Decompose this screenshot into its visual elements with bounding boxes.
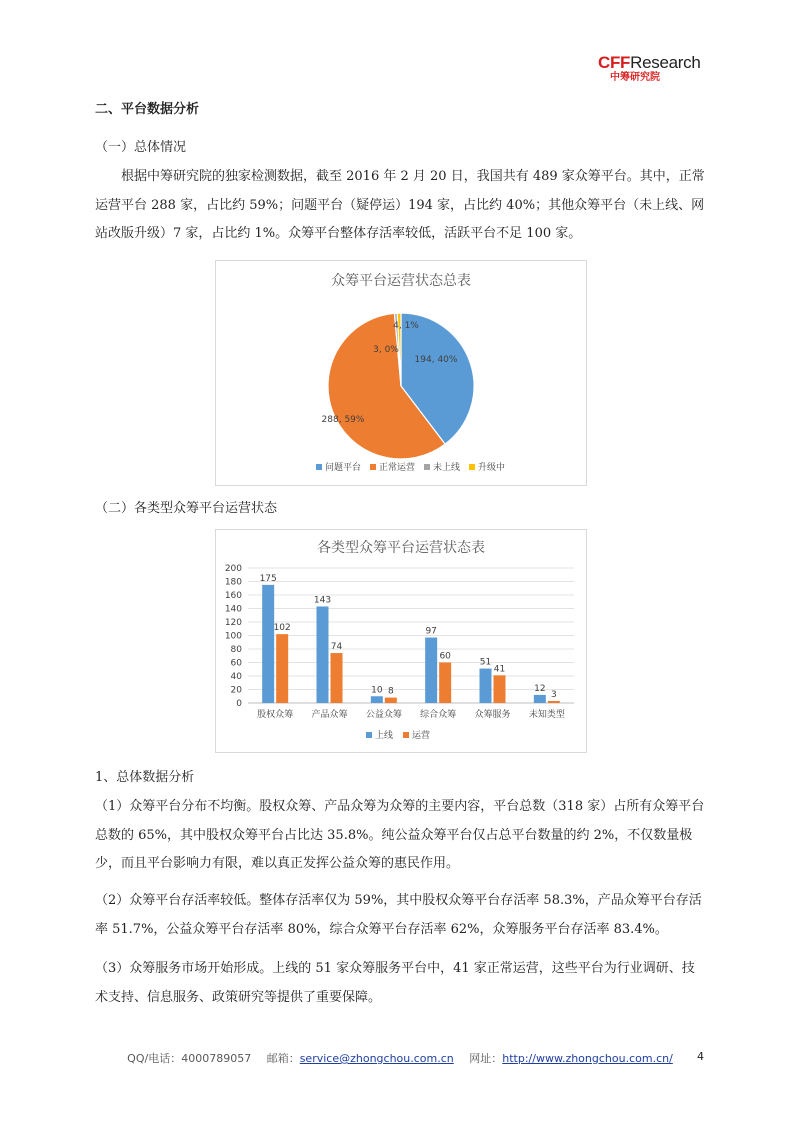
pie-legend-swatch-0: [316, 464, 322, 470]
overview-paragraph: 根据中筹研究院的独家检测数据，截至 2016 年 2 月 20 日，我国共有 489 家众筹平台。其中，正常运营平台 288 家，占比约 59%；问题平台（疑停运）194 家，占比约 40%；其他众筹平台（未上线、网站改版升级）7 家，占比约 1%。众筹平台整体存活率较低，活跃平台不足 100 家。: [95, 169, 705, 241]
bar-上线-综合众筹: [425, 638, 437, 703]
footer-contact-label: QQ/电话：: [127, 1052, 182, 1065]
bar-legend-label-0: 上线: [375, 731, 394, 741]
bar-value-label: 74: [330, 642, 343, 653]
bar-chart-box: [215, 529, 587, 753]
bar-value-label: 60: [439, 651, 451, 662]
bar-category-label: 众筹服务: [474, 710, 511, 720]
bar-运营-产品众筹: [331, 653, 343, 703]
pie-data-label-3: 4, 1%: [393, 321, 419, 331]
footer: [0, 1050, 800, 1066]
footer-contact-value: 4000789057: [181, 1052, 252, 1065]
bar-chart-title: 各类型众筹平台运营状态表: [317, 540, 485, 556]
bar-运营-综合众筹: [439, 663, 451, 704]
bar-legend-swatch-0: [366, 732, 372, 738]
footer-site-link[interactable]: http://www.zhongchou.com.cn/: [502, 1052, 673, 1065]
page-number: 4: [697, 1050, 704, 1063]
bar-legend-label-1: 运营: [412, 731, 431, 741]
pie-data-label-1: 288, 59%: [321, 415, 365, 425]
bar-y-tick-label: 140: [224, 604, 242, 615]
analysis-point-2: （2）众筹平台存活率较低。整体存活率仅为 59%，其中股权众筹平台存活率 58.3%，产品众筹平台存活率 51.7%，公益众筹平台存活率 80%，综合众筹平台存活率 62%，众筹服务平台存活率 83.4%。: [95, 893, 702, 937]
bar-value-label: 143: [313, 595, 332, 606]
bar-category-label: 公益众筹: [365, 710, 402, 720]
analysis-title: 1、总体数据分析: [95, 770, 195, 785]
pie-legend-swatch-3: [469, 464, 475, 470]
pie-legend-swatch-2: [424, 464, 430, 470]
logo-cff-text: CFF: [598, 53, 631, 72]
bar-上线-未知类型: [534, 695, 546, 703]
pie-legend-swatch-1: [370, 464, 376, 470]
bar-value-label: 10: [371, 685, 383, 696]
pie-legend-label-1: 正常运营: [379, 463, 416, 473]
logo-research-text: Research: [630, 53, 701, 72]
subsection-overview-title: （一）总体情况: [95, 140, 187, 155]
pie-chart-title: 众筹平台运营状态总表: [331, 273, 471, 289]
section-title: 二、平台数据分析: [95, 102, 200, 117]
bar-y-tick-label: 180: [224, 577, 242, 588]
analysis-point-3: （3）众筹服务市场开始形成。上线的 51 家众筹服务平台中，41 家正常运营，这些平台为行业调研、技术支持、信息服务、政策研究等提供了重要保障。: [95, 961, 695, 1005]
pie-legend-label-2: 未上线: [433, 463, 461, 473]
bar-value-label: 175: [259, 573, 277, 584]
footer-email-link[interactable]: service@zhongchou.com.cn: [299, 1052, 454, 1065]
pie-legend-label-3: 升级中: [478, 463, 506, 473]
bar-运营-股权众筹: [276, 634, 288, 703]
bar-value-label: 3: [550, 689, 557, 700]
bar-category-label: 股权众筹: [257, 710, 294, 720]
bar-category-label: 综合众筹: [420, 710, 457, 720]
bar-运营-众筹服务: [494, 675, 506, 703]
pie-chart-box: [215, 260, 587, 486]
subsection-types-title: （二）各类型众筹平台运营状态: [95, 501, 278, 516]
bar-value-label: 102: [273, 623, 291, 634]
bar-y-tick-label: 100: [224, 631, 242, 642]
bar-y-tick-label: 160: [224, 591, 242, 601]
bar-y-tick-label: 80: [230, 645, 242, 655]
pie-legend-label-0: 问题平台: [325, 463, 362, 473]
pie-chart: [216, 261, 586, 485]
bar-上线-公益众筹: [371, 696, 383, 703]
bar-value-label: 41: [493, 664, 506, 675]
footer-site-label: 网址：: [469, 1052, 503, 1065]
bar-y-tick-label: 40: [230, 672, 242, 682]
bar-value-label: 8: [387, 686, 394, 697]
bar-chart: [216, 530, 586, 752]
bar-value-label: 51: [479, 657, 492, 668]
logo-subtitle: 中筹研究院: [610, 72, 660, 83]
pie-data-label-0: 194, 40%: [414, 355, 458, 365]
bar-value-label: 12: [534, 683, 546, 694]
analysis-point-1: （1）众筹平台分布不均衡。股权众筹、产品众筹为众筹的主要内容，平台总数（318 家）占所有众筹平台总数的 65%，其中股权众筹平台占比达 35.8%。纯公益众筹平台仅占总平台数量的约 2%，不仅数量极少，而且平台影响力有限，难以真正发挥公益众筹的惠民作用。: [95, 799, 705, 871]
bar-category-label: 产品众筹: [311, 710, 348, 720]
bar-legend-swatch-1: [403, 732, 409, 738]
bar-上线-产品众筹: [317, 606, 329, 703]
bar-y-tick-label: 20: [230, 685, 242, 696]
cff-research-logo: [598, 54, 710, 84]
bar-category-label: 未知类型: [528, 710, 565, 720]
bar-上线-众筹服务: [480, 669, 492, 703]
bar-y-tick-label: 60: [230, 658, 242, 669]
bar-y-tick-label: 200: [224, 564, 242, 574]
pie-data-label-2: 3, 0%: [373, 345, 399, 355]
bar-上线-股权众筹: [262, 585, 274, 703]
bar-运营-公益众筹: [385, 698, 397, 703]
footer-email-label: 邮箱：: [266, 1052, 300, 1065]
bar-value-label: 97: [425, 626, 437, 637]
bar-y-tick-label: 120: [224, 618, 242, 628]
bar-运营-未知类型: [548, 701, 560, 703]
bar-y-tick-label: 0: [236, 699, 242, 709]
